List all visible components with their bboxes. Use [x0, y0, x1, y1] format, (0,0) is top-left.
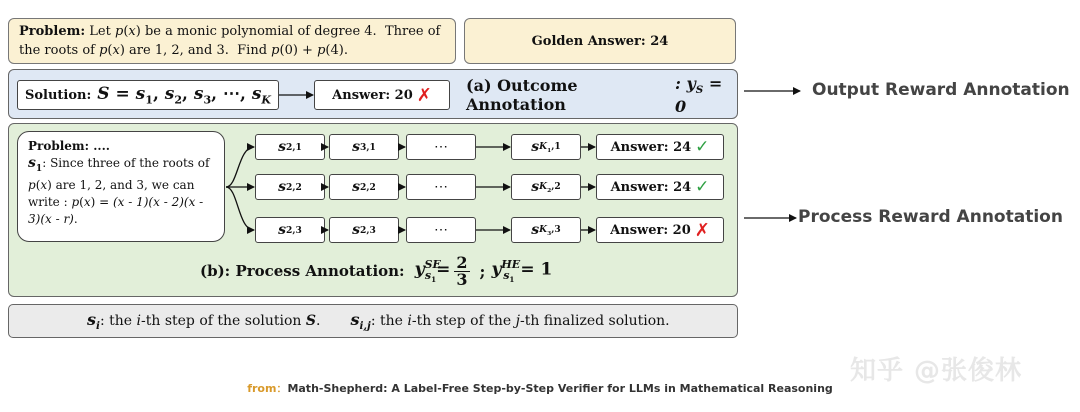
footer-from: from：	[247, 382, 288, 395]
ellipsis-box: ⋯	[406, 134, 476, 160]
ellipsis-box: ⋯	[406, 217, 476, 243]
step-box-sk33: s $K_3,3$	[511, 217, 581, 243]
step-box-sk22: s $K_2,2$	[511, 174, 581, 200]
problem-detail-title: Problem: ....	[28, 139, 110, 153]
legend-sij: $s_{i,j}$: the i-th step of the j-th finalized solution.	[350, 309, 670, 333]
process-annotation-he: $y^{HE}_{s_1} = 1$	[491, 257, 553, 285]
se-fraction: $\frac{2}{3}$	[456, 252, 468, 289]
check-icon: ✓	[695, 137, 710, 157]
check-icon: ✓	[695, 177, 710, 197]
process-reward-annotation-label: Process Reward Annotation	[798, 207, 1063, 227]
process-annotation-title: (b): Process Annotation:	[200, 262, 405, 280]
cross-icon: ✗	[694, 219, 710, 241]
step-box-sk11: s $K_1,1$	[511, 134, 581, 160]
solution-label: Solution:	[24, 87, 92, 103]
he-value: 1	[540, 259, 553, 280]
legend-si: $s_i$: the i-th step of the solution S.	[87, 309, 321, 333]
step-box-s23: s 2,3	[255, 217, 325, 243]
output-reward-annotation-label: Output Reward Annotation	[812, 80, 1070, 100]
step-box-s22b: s 2,2	[329, 174, 399, 200]
cross-icon: ✗	[416, 84, 432, 106]
outcome-answer-text: Answer: 20	[332, 87, 413, 103]
outcome-annotation-title: (a) Outcome Annotation	[466, 76, 578, 114]
step-box-s23b: s 2,3	[329, 217, 399, 243]
answer-text-row2: Answer: 24	[610, 179, 692, 195]
process-annotation-label: (b): Process Annotation: $y^{SE}_{s_1}=$ $\frac{2}{3}$ ; $y^{HE}_{s_1} = 1$	[200, 252, 553, 289]
problem-label: Problem:	[19, 24, 86, 39]
step-box-s22: s 2,2	[255, 174, 325, 200]
solution-expression: $S = s_1$, $s_2$, $s_3$, ⋯, $s_K$	[97, 83, 272, 107]
process-annotation-se: $y^{SE}_{s_1}=$	[414, 257, 451, 285]
step-box-s31: s 3,1	[329, 134, 399, 160]
golden-answer-box: Golden Answer: 24	[464, 18, 736, 64]
problem-detail-step: $s_1$: Since three of the roots of p(x) are 1, 2, and 3, we can write : p(x) = (x - 1)(x - 2)(x - 3)(x - r).	[28, 155, 210, 226]
answer-text-row1: Answer: 24	[610, 139, 692, 155]
watermark: 知乎 @张俊林	[850, 356, 1023, 386]
answer-text-row3: Answer: 20	[610, 222, 691, 238]
outcome-annotation-value: : $y_S = 0$	[674, 74, 723, 116]
ellipsis-box: ⋯	[406, 174, 476, 200]
step-box-s21: s 2,1	[255, 134, 325, 160]
footer-citation-text: Math-Shepherd: A Label-Free Step-by-Step Verifier for LLMs in Mathematical Reasoning	[287, 382, 833, 395]
problem-box: Problem: Let p(x) be a monic polynomial of degree 4. Three of the roots of p(x) are 1, 2, and 3. Find p(0) + p(4).	[8, 18, 456, 64]
